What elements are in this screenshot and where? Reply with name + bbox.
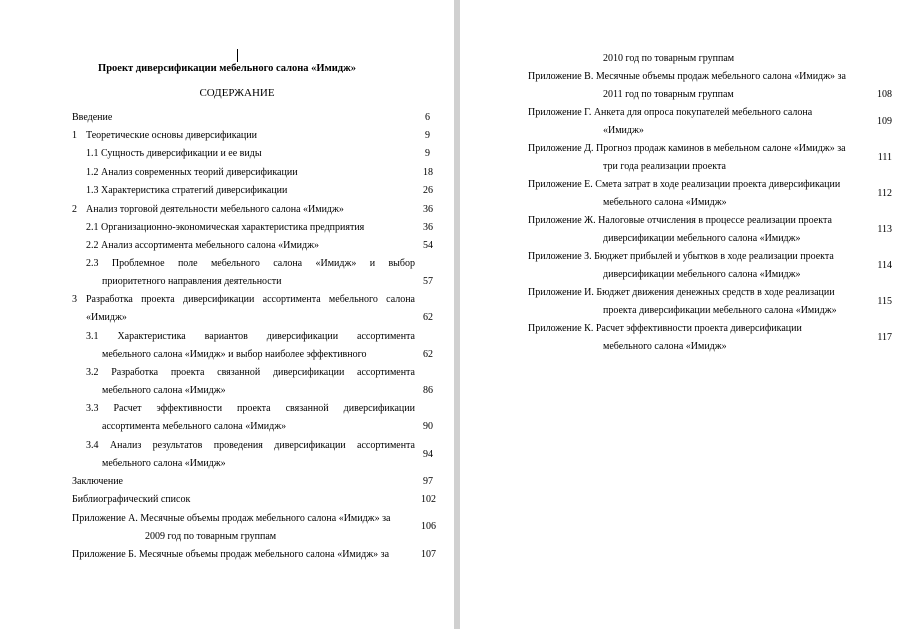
toc-entry-2-2[interactable]: 2.2 Анализ ассортимента мебельного салона «Имидж»: [86, 240, 320, 251]
toc-entry-2-1[interactable]: 2.1 Организационно-экономическая характеристика предприятия: [86, 222, 365, 233]
toc-entry-3-1-cont[interactable]: мебельного салона «Имидж» и выбор наиболее эффективного: [102, 349, 367, 360]
toc-entry-appendix-zh-cont[interactable]: диверсификации мебельного салона «Имидж»: [603, 233, 801, 244]
toc-entry-3-2[interactable]: 3.2 Разработка проекта связанной диверсификации ассортимента: [86, 367, 415, 378]
toc-entry-appendix-v-cont[interactable]: 2011 год по товарным группам: [603, 89, 734, 100]
toc-page: 115: [877, 296, 892, 307]
toc-page: 111: [877, 152, 892, 163]
toc-entry-3-3-cont[interactable]: ассортимента мебельного салона «Имидж»: [102, 421, 287, 432]
toc-page: 114: [877, 260, 892, 271]
toc-entry-appendix-g-cont[interactable]: «Имидж»: [603, 125, 644, 136]
toc-page: 9: [425, 130, 430, 141]
toc-entry-chapter-3[interactable]: Разработка проекта диверсификации ассортимента мебельного салона: [86, 294, 415, 305]
toc-chapter-number: 2: [72, 204, 77, 215]
toc-page: 26: [423, 185, 433, 196]
text-cursor: [237, 49, 238, 62]
toc-entry-chapter-2[interactable]: Анализ торговой деятельности мебельного салона «Имидж»: [86, 204, 344, 215]
toc-page: 112: [877, 188, 892, 199]
toc-heading: СОДЕРЖАНИЕ: [199, 87, 275, 99]
toc-entry-chapter-3-cont[interactable]: «Имидж»: [86, 312, 127, 323]
toc-entry-appendix-e-cont[interactable]: мебельного салона «Имидж»: [603, 197, 727, 208]
toc-entry-appendix-d[interactable]: Приложение Д. Прогноз продаж каминов в мебельном салоне «Имидж» за: [528, 143, 846, 154]
toc-entry-appendix-v[interactable]: Приложение В. Месячные объемы продаж мебельного салона «Имидж» за: [528, 71, 846, 82]
toc-entry-3-4-cont[interactable]: мебельного салона «Имидж»: [102, 458, 226, 469]
toc-entry-appendix-z-cont[interactable]: диверсификации мебельного салона «Имидж»: [603, 269, 801, 280]
toc-entry-appendix-a[interactable]: Приложение А. Месячные объемы продаж мебельного салона «Имидж» за: [72, 513, 391, 524]
toc-entry-appendix-k[interactable]: Приложение К. Расчет эффективности проекта диверсификации: [528, 323, 802, 334]
toc-chapter-number: 3: [72, 294, 77, 305]
toc-page: 6: [425, 112, 430, 123]
document-title: Проект диверсификации мебельного салона «Имидж»: [98, 63, 356, 74]
toc-entry-3-3[interactable]: 3.3 Расчет эффективности проекта связанной диверсификации: [86, 403, 415, 414]
toc-page: 109: [877, 116, 892, 127]
toc-entry-bibliography[interactable]: Библиографический список: [72, 494, 191, 505]
toc-entry-3-2-cont[interactable]: мебельного салона «Имидж»: [102, 385, 226, 396]
toc-page: 54: [423, 240, 433, 251]
toc-entry-appendix-zh[interactable]: Приложение Ж. Налоговые отчисления в процессе реализации проекта: [528, 215, 832, 226]
document-page-right: [460, 0, 904, 629]
toc-page: 9: [425, 148, 430, 159]
toc-chapter-number: 1: [72, 130, 77, 141]
toc-entry-appendix-k-cont[interactable]: мебельного салона «Имидж»: [603, 341, 727, 352]
toc-entry-appendix-g[interactable]: Приложение Г. Анкета для опроса покупателей мебельного салона: [528, 107, 813, 118]
toc-page: 108: [877, 89, 892, 100]
toc-entry-3-1[interactable]: 3.1 Характеристика вариантов диверсификации ассортимента: [86, 331, 415, 342]
toc-entry-2-3-cont[interactable]: приоритетного направления деятельности: [102, 276, 282, 287]
toc-page: 102: [421, 494, 436, 505]
toc-entry-appendix-a-cont[interactable]: 2009 год по товарным группам: [145, 531, 277, 542]
toc-entry-appendix-z[interactable]: Приложение З. Бюджет прибылей и убытков в ходе реализации проекта: [528, 251, 834, 262]
toc-entry-intro[interactable]: Введение: [72, 112, 113, 123]
toc-entry-1-2[interactable]: 1.2 Анализ современных теорий диверсификации: [86, 167, 298, 178]
toc-entry-appendix-e[interactable]: Приложение Е. Смета затрат в ходе реализации проекта диверсификации: [528, 179, 841, 190]
toc-page: 86: [423, 385, 433, 396]
toc-page: 106: [421, 521, 436, 532]
toc-entry-2-3[interactable]: 2.3 Проблемное поле мебельного салона «Имидж» и выбор: [86, 258, 415, 269]
toc-page: 97: [423, 476, 433, 487]
toc-entry-appendix-b[interactable]: Приложение Б. Месячные объемы продаж мебельного салона «Имидж» за: [72, 549, 390, 560]
toc-entry-appendix-d-cont[interactable]: три года реализации проекта: [603, 161, 726, 172]
toc-page: 62: [423, 349, 433, 360]
toc-page: 57: [423, 276, 433, 287]
toc-page: 94: [423, 449, 433, 460]
toc-page: 113: [877, 224, 892, 235]
toc-entry-appendix-i[interactable]: Приложение И. Бюджет движения денежных средств в ходе реализации: [528, 287, 835, 298]
toc-page: 107: [421, 549, 436, 560]
toc-page: 90: [423, 421, 433, 432]
toc-entry-conclusion[interactable]: Заключение: [72, 476, 123, 487]
toc-page: 117: [877, 332, 892, 343]
toc-page: 62: [423, 312, 433, 323]
toc-entry-appendix-b-cont[interactable]: 2010 год по товарным группам: [603, 53, 735, 64]
toc-entry-3-4[interactable]: 3.4 Анализ результатов проведения диверсификации ассортимента: [86, 440, 415, 451]
toc-entry-1-3[interactable]: 1.3 Характеристика стратегий диверсификации: [86, 185, 288, 196]
toc-entry-appendix-i-cont[interactable]: проекта диверсификации мебельного салона «Имидж»: [603, 305, 837, 316]
toc-page: 36: [423, 222, 433, 233]
toc-page: 18: [423, 167, 433, 178]
toc-entry-chapter-1[interactable]: Теоретические основы диверсификации: [86, 130, 257, 141]
toc-entry-1-1[interactable]: 1.1 Сущность диверсификации и ее виды: [86, 148, 262, 159]
toc-page: 36: [423, 204, 433, 215]
